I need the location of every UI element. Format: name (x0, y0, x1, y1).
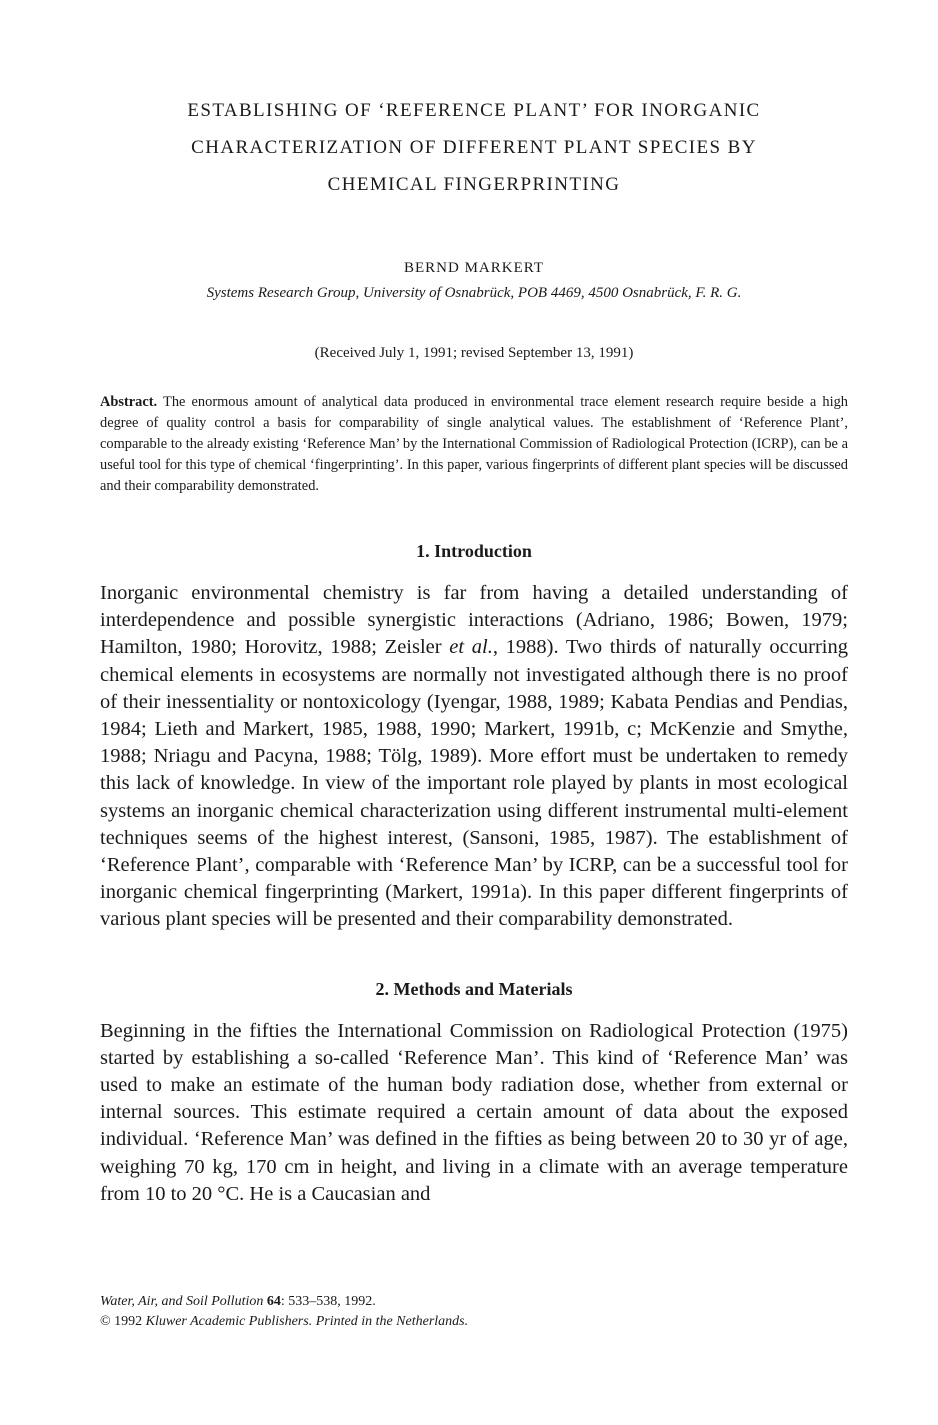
copyright-line (100, 1312, 848, 1332)
journal-volume: 64 (263, 1294, 281, 1309)
author-affiliation: Systems Research Group, University of Osnabrück, POB 4469, 4500 Osnabrück, F. R. G. (206, 285, 742, 301)
title-line-2: CHARACTERIZATION OF DIFFERENT PLANT SPECIES BY (191, 137, 757, 158)
title-line-3: CHEMICAL FINGERPRINTING (327, 174, 621, 195)
copyright-year: 1992 (114, 1314, 146, 1329)
paper-page (100, 92, 848, 1229)
journal-name: Water, Air, and Soil Pollution (100, 1294, 264, 1309)
intro-et-al: et al. (449, 636, 493, 659)
citation-line (100, 1292, 848, 1312)
title-line-1: ESTABLISHING OF ‘REFERENCE PLANT’ FOR INORGANIC (187, 100, 761, 121)
abstract-label: Abstract. (100, 394, 158, 410)
methods-paragraph: Beginning in the fifties the International Commission on Radiological Protection (1975) started by establishing a so-called ‘Reference Man’. This kind of ‘Reference Man’ was used to make an estimate of the human body radiation dose, whether from external or internal sources. This estimate required a certain amount of data about the exposed individual. ‘Reference Man’ was defined in the fifties as being between 20 to 30 yr of age, weighing 70 kg, 170 cm in height, and living in a climate with an average temperature from 10 to 20 °C. He is a Caucasian and (100, 1019, 848, 1205)
section-heading-methods: 2. Methods and Materials (375, 978, 573, 999)
publication-footer (100, 1292, 848, 1332)
introduction-paragraph (100, 580, 848, 934)
intro-text-part-1: Inorganic environmental chemistry is far from having a detailed understanding of interdependence and possible synergistic interactions (Adriano, 1986; Bowen, 1979; Hamilton, 1980; Horovitz, 1988; Zeisler (100, 582, 848, 659)
intro-text-part-2: , 1988). Two thirds of naturally occurring chemical elements in ecosystems are normally not investigated although there is no proof of their inessentiality or nontoxicology (Iyengar, 1988, 1989; Kabata Pendias and Pendias, 1984; Lieth and Markert, 1985, 1988, 1990; Markert, 1991b, c; McKenzie and Smythe, 1988; Nriagu and Pacyna, 1988; Tölg, 1989). More effort must be undertaken to remedy this lack of knowledge. In view of the important role played by plants in most ecological systems an inorganic chemical characterization using different instrumental multi-element techniques seems of the highest interest, (Sansoni, 1985, 1987). The establishment of ‘Reference Plant’, comparable with ‘Reference Man’ by ICRP, can be a successful tool for inorganic chemical fingerprinting (Markert, 1991a). In this paper different fingerprints of various plant species will be presented and their comparability demonstrated. (100, 636, 848, 931)
publisher-line: Kluwer Academic Publishers. Printed in the Netherlands. (145, 1314, 469, 1329)
author-name: BERND MARKERT (403, 260, 545, 276)
journal-pages: : 533–538, 1992. (280, 1294, 376, 1309)
abstract-text: The enormous amount of analytical data produced in environmental trace element research require beside a high degree of quality control a basis for comparability of single analytical values. The establishment of ‘Reference Plant’, comparable to the already existing ‘Reference Man’ by the International Commission of Radiological Protection (ICRP), can be a useful tool for this type of chemical ‘fingerprinting’. In this paper, various fingerprints of different plant species will be discussed and their comparability demonstrated. (100, 394, 848, 494)
copyright-symbol: © (100, 1314, 115, 1329)
received-dates: (Received July 1, 1991; revised September 13, 1991) (314, 345, 634, 361)
abstract (100, 392, 848, 497)
section-heading-introduction: 1. Introduction (416, 541, 532, 561)
paper-title (100, 92, 848, 203)
